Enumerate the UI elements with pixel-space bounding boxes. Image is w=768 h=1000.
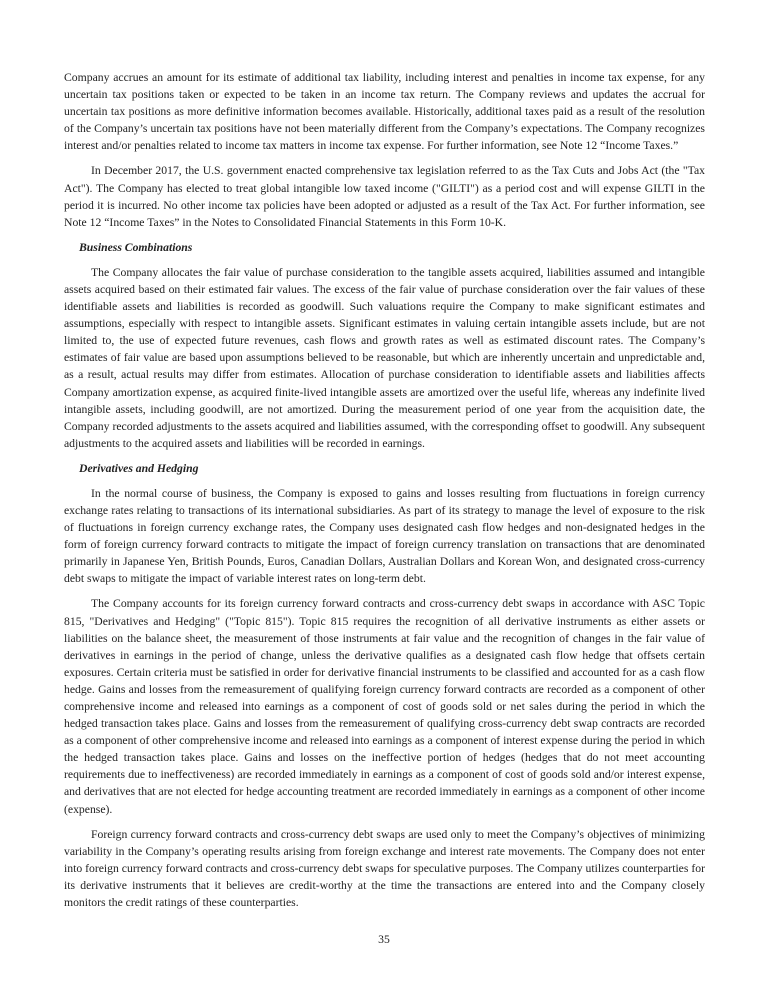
paragraph-derivatives-objectives: Foreign currency forward contracts and cross-currency debt swaps are used only to meet the Company’s objectives of minimizing variability in the Company’s operating results arising from foreign exchange and interest rate movements. The Company does not enter into foreign currency forward contracts and cross-currency debt swaps for speculative purposes. The Company utilizes counterparties for its derivative instruments that it believes are credit-worthy at the time the transactions are entered into and the Company closely monitors the credit ratings of these counterparties.	[64, 827, 705, 910]
section-heading-derivatives-hedging: Derivatives and Hedging	[79, 461, 199, 475]
spacer	[64, 256, 705, 264]
spacer	[64, 477, 705, 485]
document-page	[64, 69, 705, 911]
spacer	[64, 231, 705, 239]
spacer	[64, 452, 705, 460]
page-number: 35	[378, 933, 390, 946]
spacer	[64, 154, 705, 162]
spacer	[64, 587, 705, 595]
paragraph-business-combinations: The Company allocates the fair value of purchase consideration to the tangible assets acquired, liabilities assumed and intangible assets acquired based on their estimated fair values. The excess of the fair value of purchase consideration over the fair values of these identifiable assets and liabilities is recorded as goodwill. Such valuations require the Company to make significant estimates and assumptions, especially with respect to intangible assets. Significant estimates in valuing certain intangible assets include, but are not limited to, the use of expected future revenues, cash flows and growth rates as well as estimated discount rates. The Company’s estimates of fair value are based upon assumptions believed to be reasonable, but which are inherently uncertain and unpredictable and, as a result, actual results may differ from estimates. Allocation of purchase consideration to identifiable assets and liabilities affects Company amortization expense, as acquired finite-lived intangible assets are amortized over the useful life, whereas any indefinite lived intangible assets, including goodwill, are not amortized. During the measurement period of one year from the acquisition date, the Company recorded adjustments to the assets acquired and liabilities assumed, with the corresponding offset to goodwill. Any subsequent adjustments to the acquired assets and liabilities will be recorded in earnings.	[64, 265, 705, 450]
paragraph-uncertain-tax-positions: Company accrues an amount for its estimate of additional tax liability, including interest and penalties in income tax expense, for any uncertain tax positions taken or expected to be taken in an income tax return. The Company reviews and updates the accrual for uncertain tax positions as more definitive information becomes available. Historically, additional taxes paid as a result of the resolution of the Company’s uncertain tax positions have not been materially different from the Company’s expectations. The Company recognizes interest and/or penalties related to income tax matters in income tax expense. For further information, see Note 12 “Income Taxes.”	[64, 71, 705, 153]
paragraph-tax-act: In December 2017, the U.S. government enacted comprehensive tax legislation referred to as the Tax Cuts and Jobs Act (the "Tax Act"). The Company has elected to treat global intangible low taxed income ("GILTI") as a period cost and will expense GILTI in the period it is incurred. No other income tax policies have been adopted or adjusted as a result of the Tax Act. For further information, see Note 12 “Income Taxes” in the Notes to Consolidated Financial Statements in this Form 10-K.	[64, 164, 705, 229]
section-heading-business-combinations: Business Combinations	[79, 240, 193, 254]
paragraph-derivatives-exposure: In the normal course of business, the Company is exposed to gains and losses resulting from fluctuations in foreign currency exchange rates relating to transactions of its international subsidiaries. As part of its strategy to manage the level of exposure to the risk of fluctuations in foreign currency exchange rates, the Company uses designated cash flow hedges and non-designated hedges in the form of foreign currency forward contracts to mitigate the impact of foreign currency translation on transactions that are denominated primarily in Japanese Yen, British Pounds, Euros, Canadian Dollars, Australian Dollars and Korean Won, and designated cross-currency debt swaps to mitigate the impact of variable interest rates on long-term debt.	[64, 486, 705, 586]
spacer	[64, 818, 705, 826]
paragraph-derivatives-accounting: The Company accounts for its foreign currency forward contracts and cross-currency debt swaps in accordance with ASC Topic 815, "Derivatives and Hedging" ("Topic 815"). Topic 815 requires the recognition of all derivative instruments as either assets or liabilities on the balance sheet, the measurement of those instruments at fair value and the recognition of changes in the fair value of derivatives in earnings in the period of change, unless the derivative qualifies as a designated cash flow hedge that offsets certain exposures. Certain criteria must be satisfied in order for derivative financial instruments to be classified and accounted for as a cash flow hedge. Gains and losses from the remeasurement of qualifying foreign currency forward contracts are recorded as a component of other comprehensive income and released into earnings as a component of cost of goods sold or net sales during the period in which the hedged transaction takes place. Gains and losses from the remeasurement of qualifying cross-currency debt swap contracts are recorded as a component of other comprehensive income and released into earnings as a component of interest expense during the period in which the hedged transaction takes place. Gains and losses on the ineffective portion of hedges (hedges that do not meet accounting requirements due to ineffectiveness) are recorded immediately in earnings as a component of cost of goods sold and/or interest expense, and derivatives that are not elected for hedge accounting treatment are recorded immediately in earnings as a component of other income (expense).	[64, 597, 705, 816]
